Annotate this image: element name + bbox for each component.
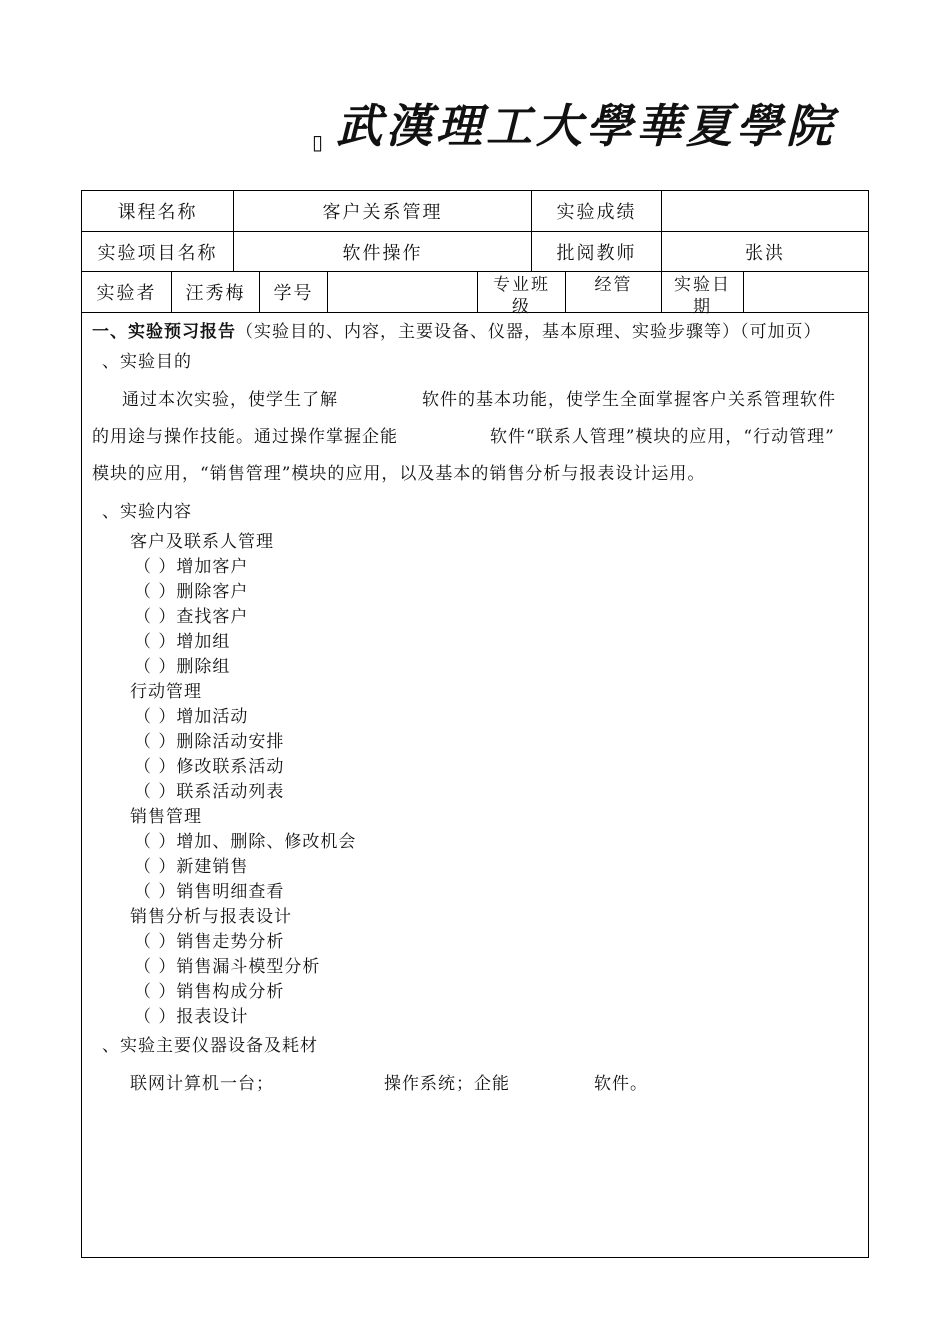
section-title [92, 317, 822, 342]
group-title: 客户及联系人管理 [130, 532, 274, 552]
group-title: 销售分析与报表设计 [130, 907, 292, 927]
group-title: 销售管理 [130, 807, 202, 827]
student-id-value [328, 272, 478, 313]
school-logo [312, 96, 872, 156]
teacher-label: 批阅教师 [532, 232, 662, 272]
list-item: （ ）删除活动安排 [134, 732, 285, 752]
school-name: 武漢理工大學華夏學院 [336, 99, 836, 153]
list-item: （ ）增加、删除、修改机会 [134, 832, 357, 852]
student-id-label: 学号 [260, 272, 328, 313]
equipment-heading: 、实验主要仪器设备及耗材 [102, 1036, 318, 1056]
group-title: 行动管理 [130, 682, 202, 702]
content-heading: 、实验内容 [102, 502, 192, 522]
course-label: 课程名称 [82, 191, 234, 232]
experimenter-label: 实验者 [82, 272, 172, 313]
list-item: （ ）销售明细查看 [134, 882, 285, 902]
date-value [744, 272, 868, 313]
purpose-heading: 、实验目的 [102, 352, 192, 372]
list-item: （ ）新建销售 [134, 857, 249, 877]
purpose-line-3: 模块的应用，“销售管理”模块的应用，以及基本的销售分析与报表设计运用。 [92, 464, 706, 484]
purpose-line-1a: 通过本次实验，使学生了解 [122, 390, 338, 410]
date-label: 实验日期 [662, 272, 744, 313]
equipment-line-b: 操作系统；企能 [384, 1074, 510, 1094]
list-item: （ ）修改联系活动 [134, 757, 285, 777]
list-item: （ ）增加组 [134, 632, 231, 652]
list-item: （ ）增加活动 [134, 707, 249, 727]
list-item: （ ）删除组 [134, 657, 231, 677]
teacher-value: 张洪 [662, 232, 868, 272]
report-sheet [81, 190, 869, 1258]
list-item: （ ）查找客户 [134, 607, 249, 627]
section-title-note: （实验目的、内容，主要设备、仪器，基本原理、实验步骤等）（可加页） [236, 322, 822, 342]
purpose-line-1b: 软件的基本功能，使学生全面掌握客户关系管理软件 [422, 390, 836, 410]
list-item: （ ）报表设计 [134, 1007, 249, 1027]
purpose-line-2b: 软件“联系人管理”模块的应用，“行动管理” [490, 427, 835, 447]
class-label: 专业班级 [478, 272, 566, 313]
class-value: 经管 [566, 272, 662, 313]
list-item: （ ）销售走势分析 [134, 932, 285, 952]
missing-glyph-icon: ▯ [312, 130, 324, 154]
equipment-line-c: 软件。 [594, 1074, 648, 1094]
list-item: （ ）增加客户 [134, 557, 249, 577]
equipment-line-a: 联网计算机一台； [130, 1074, 274, 1094]
experimenter-value: 汪秀梅 [172, 272, 260, 313]
project-label: 实验项目名称 [82, 232, 234, 272]
project-value: 软件操作 [234, 232, 532, 272]
course-value: 客户关系管理 [234, 191, 532, 232]
purpose-line-2a: 的用途与操作技能。通过操作掌握企能 [92, 427, 398, 447]
section-title-bold: 一、实验预习报告 [92, 322, 236, 342]
list-item: （ ）销售漏斗模型分析 [134, 957, 321, 977]
list-item: （ ）删除客户 [134, 582, 249, 602]
grade-value [662, 191, 868, 232]
list-item: （ ）联系活动列表 [134, 782, 285, 802]
grade-label: 实验成绩 [532, 191, 662, 232]
list-item: （ ）销售构成分析 [134, 982, 285, 1002]
